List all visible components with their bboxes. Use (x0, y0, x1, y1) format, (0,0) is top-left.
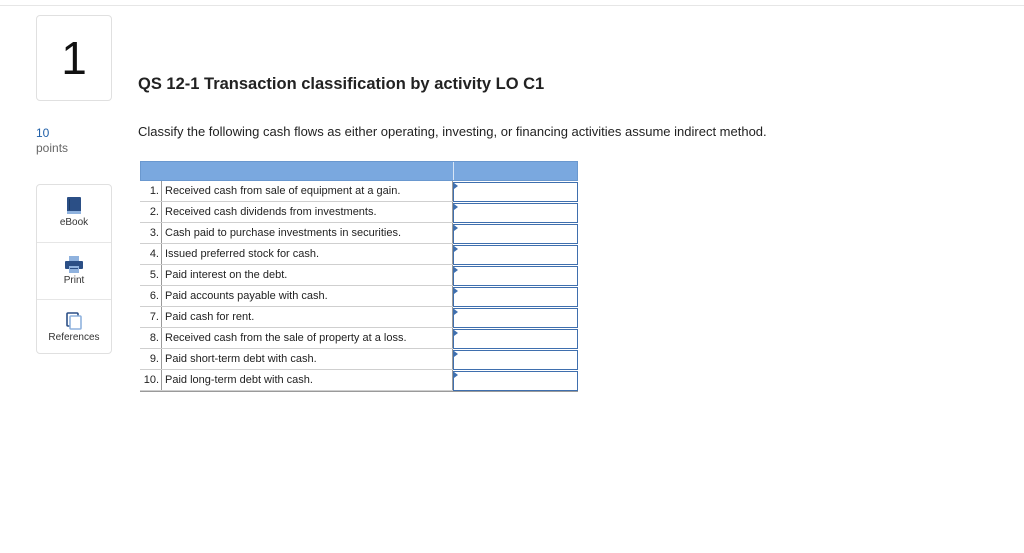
dropdown-arrow-icon (454, 288, 458, 294)
row-number: 9. (149, 353, 159, 365)
activity-select[interactable] (453, 350, 578, 370)
printer-icon (64, 255, 84, 275)
references-label: References (48, 332, 100, 343)
transaction-text: Issued preferred stock for cash. (161, 244, 453, 264)
question-title: QS 12-1 Transaction classification by activity LO C1 (138, 75, 545, 93)
references-icon (64, 311, 84, 331)
dropdown-arrow-icon (454, 183, 458, 189)
transaction-text: Paid long-term debt with cash. (161, 370, 453, 390)
activity-select[interactable] (453, 287, 578, 307)
table-row (140, 244, 578, 265)
classification-table (140, 161, 578, 392)
dropdown-arrow-icon (454, 246, 458, 252)
row-number: 3. (149, 227, 159, 239)
question-number-box (36, 15, 112, 101)
activity-select[interactable] (453, 203, 578, 223)
activity-select[interactable] (453, 371, 578, 391)
table-row (140, 349, 578, 370)
question-number: 1 (61, 32, 87, 84)
transaction-text: Paid short-term debt with cash. (161, 349, 453, 369)
table-row (140, 223, 578, 244)
row-number: 8. (149, 332, 159, 344)
table-header (140, 161, 578, 181)
row-number: 10. (143, 374, 159, 386)
transaction-text: Received cash dividends from investments. (161, 202, 453, 222)
transaction-text: Cash paid to purchase investments in securities. (161, 223, 453, 243)
dropdown-arrow-icon (454, 204, 458, 210)
dropdown-arrow-icon (454, 330, 458, 336)
ebook-icon (64, 196, 84, 216)
transaction-text: Paid interest on the debt. (161, 265, 453, 285)
dropdown-arrow-icon (454, 267, 458, 273)
tools-panel (36, 184, 112, 354)
table-row (140, 307, 578, 328)
table-bottom-border (140, 391, 578, 392)
activity-select[interactable] (453, 182, 578, 202)
dropdown-arrow-icon (454, 372, 458, 378)
table-row (140, 265, 578, 286)
table-row (140, 328, 578, 349)
dropdown-arrow-icon (454, 225, 458, 231)
row-number: 6. (149, 290, 159, 302)
transaction-text: Received cash from the sale of property at a loss. (161, 328, 453, 348)
points-display (36, 126, 68, 156)
print-button[interactable] (37, 242, 111, 298)
points-label: points (36, 141, 69, 155)
points-value: 10 (36, 126, 50, 140)
question-instructions: Classify the following cash flows as either operating, investing, or financing activities assume indirect method. (138, 124, 767, 139)
table-row (140, 286, 578, 307)
activity-select[interactable] (453, 329, 578, 349)
ebook-button[interactable] (37, 185, 111, 241)
row-number: 1. (149, 185, 159, 197)
dropdown-arrow-icon (454, 309, 458, 315)
table-row (140, 202, 578, 223)
activity-select[interactable] (453, 266, 578, 286)
transaction-text: Paid cash for rent. (161, 307, 453, 327)
activity-select[interactable] (453, 245, 578, 265)
transaction-text: Received cash from sale of equipment at a gain. (161, 181, 453, 201)
row-number: 7. (149, 311, 159, 323)
print-label: Print (63, 275, 85, 286)
top-divider (0, 5, 1024, 6)
row-number: 5. (149, 269, 159, 281)
transaction-text: Paid accounts payable with cash. (161, 286, 453, 306)
references-button[interactable] (37, 299, 111, 355)
activity-select[interactable] (453, 308, 578, 328)
table-row (140, 181, 578, 202)
dropdown-arrow-icon (454, 351, 458, 357)
ebook-label: eBook (59, 217, 89, 228)
row-number: 2. (149, 206, 159, 218)
row-number: 4. (149, 248, 159, 260)
table-row (140, 370, 578, 391)
activity-select[interactable] (453, 224, 578, 244)
